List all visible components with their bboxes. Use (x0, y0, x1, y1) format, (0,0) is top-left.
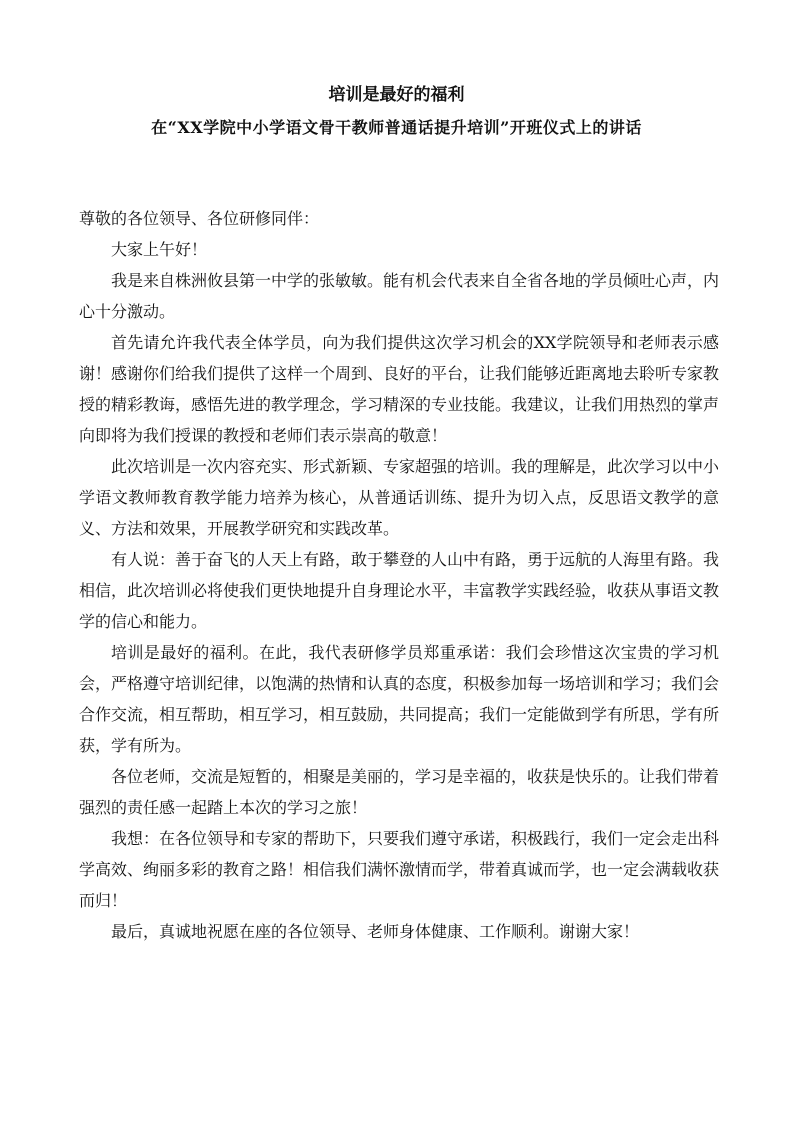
paragraph-pledge: 培训是最好的福利。在此，我代表研修学员郑重承诺：我们会珍惜这次宝贵的学习机会，严格遵守培训纪律，以饱满的热情和认真的态度，积极参加每一场培训和学习；我们会合作交流，相互帮助，相互学习，相互鼓励，共同提高；我们一定能做到学有所思，学有所获，学有所为。 (79, 643, 720, 755)
paragraph-closing: 最后，真诚地祝愿在座的各位领导、老师身体健康、工作顺利。谢谢大家！ (111, 922, 640, 941)
paragraph-training-understanding: 此次培训是一次内容充实、形式新颖、专家超强的培训。我的理解是，此次学习以中小学语文教师教育教学能力培养为核心，从普通话训练、提升为切入点，反思语文教学的意义、方法和效果，开展教学研究和实践改革。 (79, 457, 720, 538)
paragraph-belief: 有人说：善于奋飞的人天上有路，敢于攀登的人山中有路，勇于远航的人海里有路。我相信，此次培训必将使我们更快地提升自身理论水平，丰富教学实践经验，收获从事语文教学的信心和能力。 (79, 550, 720, 631)
paragraph-thanks: 首先请允许我代表全体学员，向为我们提供这次学习机会的XX学院领导和老师表示感谢！感谢你们给我们提供了这样一个周到、良好的平台，让我们能够近距离地去聆听专家教授的精彩教诲，感悟先进的教学理念，学习精深的专业技能。我建议，让我们用热烈的掌声向即将为我们授课的教授和老师们表示崇高的敬意！ (79, 333, 720, 445)
paragraph-exchange: 各位老师，交流是短暂的，相聚是美丽的，学习是幸福的，收获是快乐的。让我们带着强烈的责任感一起踏上本次的学习之旅！ (79, 767, 720, 817)
paragraph-introduction: 我是来自株洲攸县第一中学的张敏敏。能有机会代表来自全省各地的学员倾吐心声，内心十分激动。 (79, 271, 720, 321)
paragraph-hope: 我想：在各位领导和专家的帮助下，只要我们遵守承诺，积极践行，我们一定会走出科学高效、绚丽多彩的教育之路！相信我们满怀激情而学，带着真诚而学，也一定会满载收获而归！ (79, 829, 720, 910)
salutation: 尊敬的各位领导、各位研修同伴： (79, 209, 320, 228)
speech-body (79, 203, 719, 947)
document-subtitle: 在“XX学院中小学语文骨干教师普通话提升培训”开班仪式上的讲话 (151, 118, 642, 137)
paragraph-greeting: 大家上午好！ (111, 240, 208, 259)
document-title: 培训是最好的福利 (328, 85, 465, 105)
